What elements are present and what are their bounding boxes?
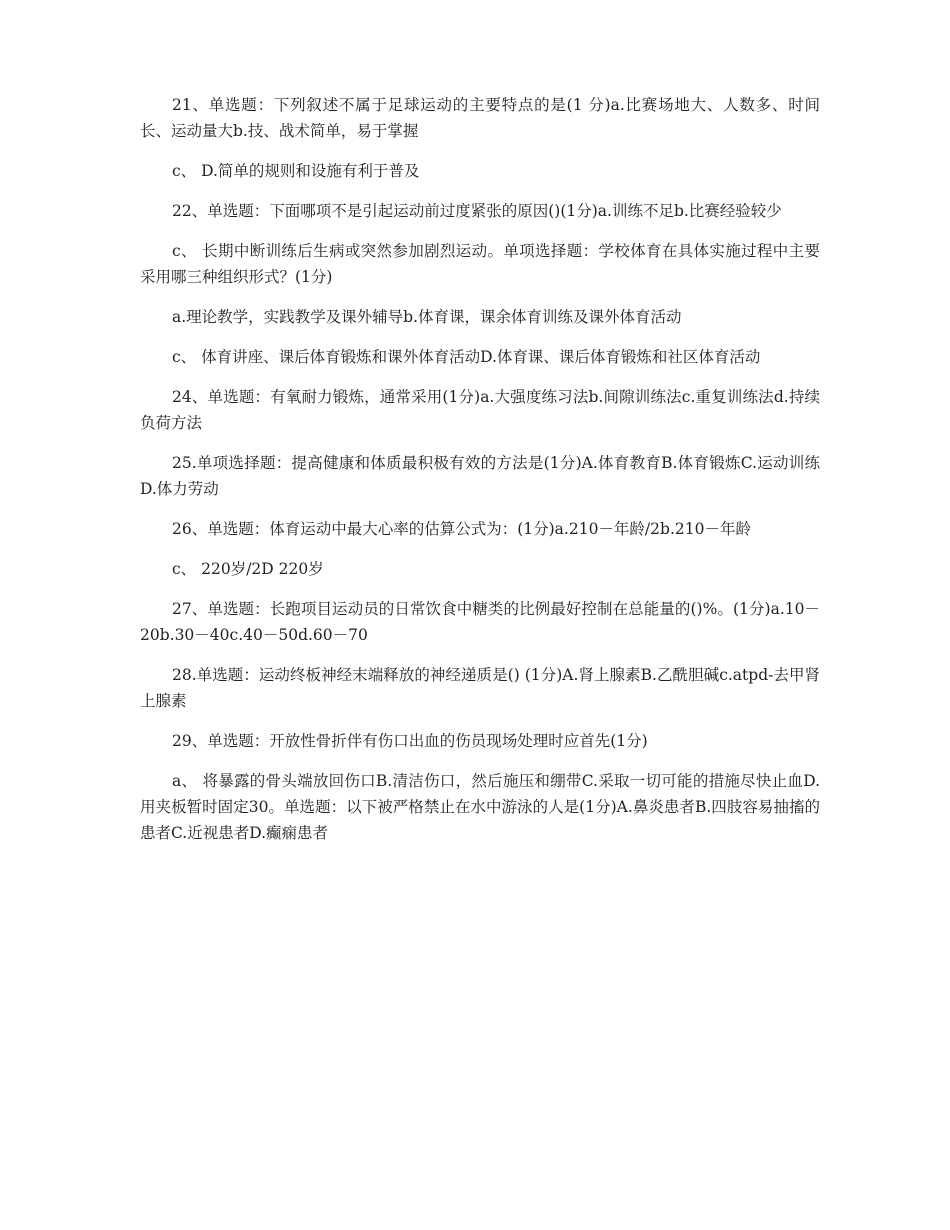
question-29-options-and-question-30: a、 将暴露的骨头端放回伤口B.清洁伤口，然后施压和绷带C.采取一切可能的措施尽快止血D.用夹板暂时固定30。单选题：以下被严格禁止在水中游泳的人是(1分)A.鼻炎患者B.四肢容易抽搐的患者C.近视患者D.癫痫患者 — [140, 772, 820, 842]
question-22-option-c-and-question-23: c、 长期中断训练后生病或突然参加剧烈运动。单项选择题：学校体育在具体实施过程中主要采用哪三种组织形式？(1分) — [140, 242, 820, 286]
question-27: 27、单选题：长跑项目运动员的日常饮食中糖类的比例最好控制在总能量的()%。(1分)a.10－20b.30－40c.40－50d.60－70 — [140, 600, 820, 644]
document-body — [140, 92, 820, 860]
question-23-options-cd: c、 体育讲座、课后体育锻炼和课外体育活动D.体育课、课后体育锻炼和社区体育活动 — [172, 348, 761, 366]
question-28: 28.单选题：运动终板神经末端释放的神经递质是() (1分)A.肾上腺素B.乙酰胆碱c.atpd-去甲肾上腺素 — [140, 666, 820, 710]
question-25: 25.单项选择题：提高健康和体质最积极有效的方法是(1分)A.体育教育B.体育锻炼C.运动训练D.体力劳动 — [140, 454, 820, 498]
question-26-options-cd: c、 220岁/2D 220岁 — [172, 560, 324, 578]
question-21: 21、单选题：下列叙述不属于足球运动的主要特点的是(1 分)a.比赛场地大、人数多、时间长、运动量大b.技、战术简单，易于掌握 — [140, 96, 820, 140]
question-22: 22、单选题：下面哪项不是引起运动前过度紧张的原因()(1分)a.训练不足b.比赛经验较少 — [172, 202, 782, 220]
question-29: 29、单选题：开放性骨折伴有伤口出血的伤员现场处理时应首先(1分) — [172, 732, 648, 750]
question-26: 26、单选题：体育运动中最大心率的估算公式为：(1分)a.210－年龄/2b.210－年龄 — [172, 520, 751, 538]
question-23-options-ab: a.理论教学，实践教学及课外辅导b.体育课，课余体育训练及课外体育活动 — [172, 308, 682, 326]
question-24: 24、单选题：有氧耐力锻炼，通常采用(1分)a.大强度练习法b.间隙训练法c.重复训练法d.持续负荷方法 — [140, 388, 820, 432]
question-21-option-cd: c、 D.简单的规则和设施有利于普及 — [172, 162, 420, 180]
